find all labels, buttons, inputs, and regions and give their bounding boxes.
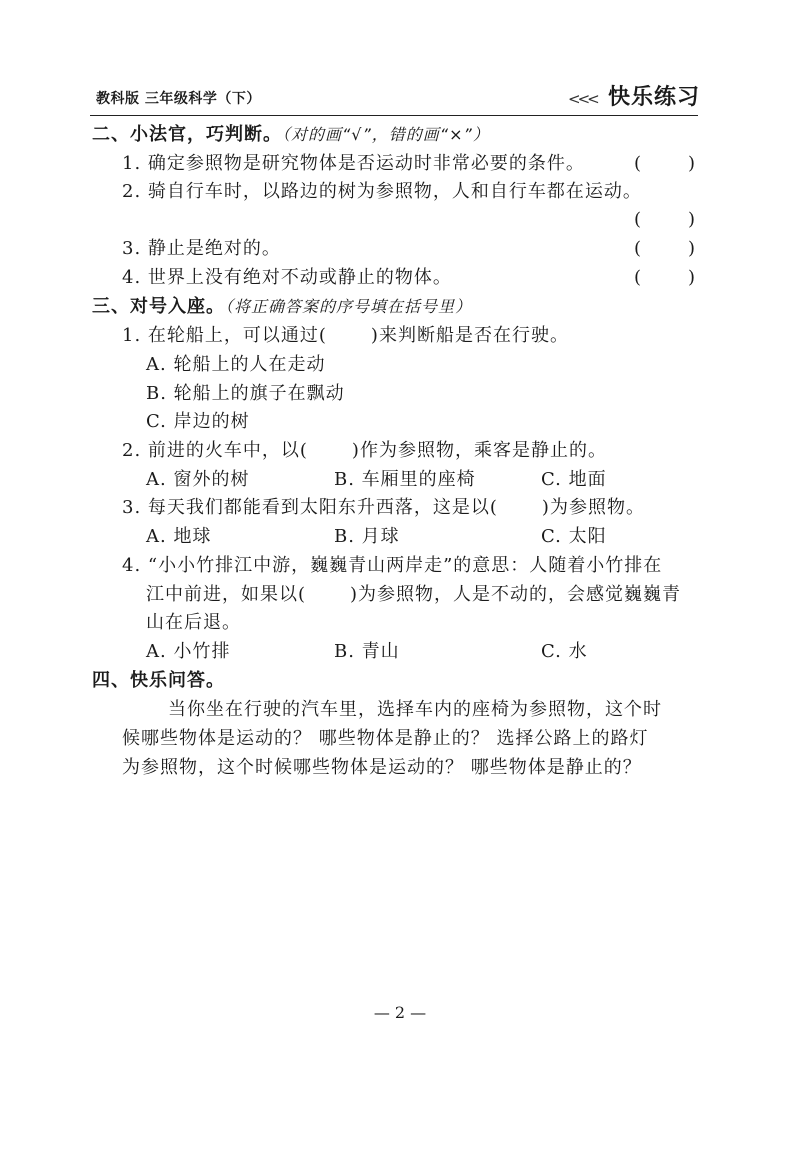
choice-question-1 — [122, 324, 569, 348]
q4-option-a: A. 小竹排 — [146, 641, 231, 662]
answer-paren-open-3: ( — [634, 238, 642, 259]
answer-paren-close-3: ) — [688, 238, 696, 259]
question-4-stem-start: 江中前进，如果以( — [146, 584, 307, 605]
section-3-heading — [92, 295, 472, 319]
q1-option-c: C. 岸边的树 — [146, 411, 250, 432]
q1-option-b: B. 轮船上的旗子在飘动 — [146, 383, 345, 404]
section-4-title: 四、快乐问答。 — [92, 670, 225, 691]
qa-line-2: 候哪些物体是运动的？ 哪些物体是静止的？ 选择公路上的路灯 — [122, 728, 649, 749]
question-4-line-2 — [146, 583, 681, 607]
section-brand-title: 快乐练习 — [607, 85, 700, 110]
q3-option-b: B. 月球 — [334, 526, 400, 547]
choice-question-2 — [122, 439, 607, 463]
question-3-stem-end: )为参照物。 — [541, 497, 645, 518]
q2-option-b: B. 车厢里的座椅 — [334, 469, 476, 490]
q3-option-c: C. 太阳 — [541, 526, 607, 547]
question-3-stem-start: 3. 每天我们都能看到太阳东升西落，这是以( — [122, 497, 498, 518]
chevron-left-icon: <<< — [568, 90, 597, 108]
section-2-heading — [92, 123, 490, 147]
answer-paren-open-1: ( — [634, 153, 642, 174]
section-2-note: （对的画“√”，错的画“×”） — [282, 125, 490, 144]
question-1-stem-end: )来判断船是否在行驶。 — [370, 325, 569, 346]
question-4-stem-end: )为参照物，人是不动的，会感觉巍巍青 — [350, 584, 682, 605]
section-4-heading — [92, 669, 225, 693]
choice-question-3 — [122, 496, 645, 520]
section-2-title: 二、小法官，巧判断。 — [92, 124, 282, 145]
judge-item-1: 1. 确定参照物是研究物体是否运动时非常必要的条件。 — [122, 153, 585, 174]
header-divider — [90, 115, 698, 116]
answer-paren-close-4: ) — [688, 267, 696, 288]
answer-paren-close-1: ) — [688, 153, 696, 174]
qa-line-1: 当你坐在行驶的汽车里，选择车内的座椅为参照物，这个时 — [168, 699, 662, 720]
q4-option-b: B. 青山 — [334, 641, 400, 662]
question-2-stem-end: )作为参照物，乘客是静止的。 — [351, 440, 607, 461]
textbook-label: 教科版 三年级科学（下） — [96, 91, 261, 107]
page-number: — 2 — — [373, 1003, 427, 1022]
answer-paren-open-4: ( — [634, 267, 642, 288]
q2-option-a: A. 窗外的树 — [146, 469, 250, 490]
judge-item-3: 3. 静止是绝对的。 — [122, 238, 281, 259]
section-3-title: 三、对号入座。 — [92, 296, 225, 317]
question-4-line-1: 4. “小小竹排江中游，巍巍青山两岸走”的意思：人随着小竹排在 — [122, 555, 663, 576]
page-header — [90, 78, 700, 112]
question-1-stem-start: 1. 在轮船上，可以通过( — [122, 325, 327, 346]
q2-option-c: C. 地面 — [541, 469, 607, 490]
q1-option-a: A. 轮船上的人在走动 — [146, 354, 326, 375]
q3-option-a: A. 地球 — [146, 526, 212, 547]
answer-paren-close-2: ) — [688, 209, 696, 230]
section-3-note: （将正确答案的序号填在括号里） — [225, 297, 473, 316]
judge-item-4: 4. 世界上没有绝对不动或静止的物体。 — [122, 267, 452, 288]
judge-item-2: 2. 骑自行车时，以路边的树为参照物，人和自行车都在运动。 — [122, 181, 642, 202]
qa-line-3: 为参照物，这个时候哪些物体是运动的？ 哪些物体是静止的？ — [122, 757, 642, 778]
question-2-stem-start: 2. 前进的火车中，以( — [122, 440, 308, 461]
q4-option-c: C. 水 — [541, 641, 588, 662]
answer-paren-open-2: ( — [634, 209, 642, 230]
question-4-line-3: 山在后退。 — [146, 612, 241, 633]
